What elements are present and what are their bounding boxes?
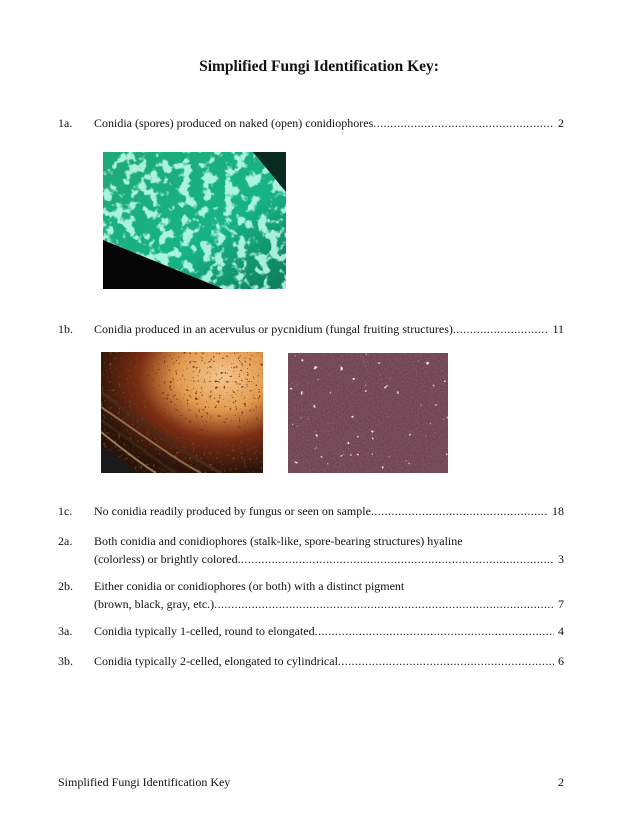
key-entry-3b bbox=[58, 652, 564, 670]
dot-leader bbox=[315, 622, 554, 640]
green-mold-photo bbox=[103, 152, 286, 289]
entry-number: 1b. bbox=[58, 322, 73, 336]
entry-page-ref: 2 bbox=[558, 116, 564, 130]
entry-number: 2b. bbox=[58, 579, 73, 593]
entry-number: 3a. bbox=[58, 624, 73, 638]
entry-text-continued: (brown, black, gray, etc.) bbox=[94, 597, 215, 611]
key-entry-1a bbox=[58, 114, 564, 132]
footer-page-number: 2 bbox=[558, 775, 564, 789]
footer-title: Simplified Fungi Identification Key bbox=[58, 775, 231, 789]
acervulus-photo bbox=[101, 352, 263, 473]
entry-page-ref: 11 bbox=[552, 322, 564, 336]
entry-number: 2a. bbox=[58, 534, 73, 548]
dot-leader bbox=[238, 550, 554, 568]
entry-number: 1a. bbox=[58, 116, 73, 130]
entry-text: Conidia typically 1-celled, round to elongated bbox=[94, 624, 315, 638]
dot-leader bbox=[338, 652, 554, 670]
entry-page-ref: 3 bbox=[558, 552, 564, 566]
entry-text: Conidia produced in an acervulus or pycnidium (fungal fruiting structures) bbox=[94, 322, 453, 336]
entry-number: 1c. bbox=[58, 504, 73, 518]
dot-leader bbox=[214, 595, 554, 613]
entry-page-ref: 7 bbox=[558, 597, 564, 611]
entry-text: Conidia typically 2-celled, elongated to cylindrical bbox=[94, 654, 338, 668]
entry-page-ref: 18 bbox=[552, 504, 564, 518]
entry-text: Both conidia and conidiophores (stalk-like, spore-bearing structures) hyaline bbox=[94, 534, 463, 548]
key-entry-2b bbox=[58, 577, 564, 613]
dot-leader bbox=[453, 320, 549, 338]
entry-text: Either conidia or conidiophores (or both) with a distinct pigment bbox=[94, 579, 405, 593]
dot-leader bbox=[371, 502, 548, 520]
entry-text: Conidia (spores) produced on naked (open) conidiophores bbox=[94, 116, 374, 130]
entry-text: No conidia readily produced by fungus or seen on sample bbox=[94, 504, 371, 518]
key-entry-1b bbox=[58, 320, 564, 338]
key-entry-1c bbox=[58, 502, 564, 520]
entry-number: 3b. bbox=[58, 654, 73, 668]
page-title: Simplified Fungi Identification Key: bbox=[199, 58, 439, 75]
dot-leader bbox=[373, 114, 554, 132]
pycnidia-photo bbox=[288, 353, 448, 473]
entry-page-ref: 6 bbox=[558, 654, 564, 668]
entry-text-continued: (colorless) or brightly colored bbox=[94, 552, 238, 566]
key-entry-2a bbox=[58, 532, 564, 568]
key-entry-3a bbox=[58, 622, 564, 640]
entry-page-ref: 4 bbox=[558, 624, 564, 638]
